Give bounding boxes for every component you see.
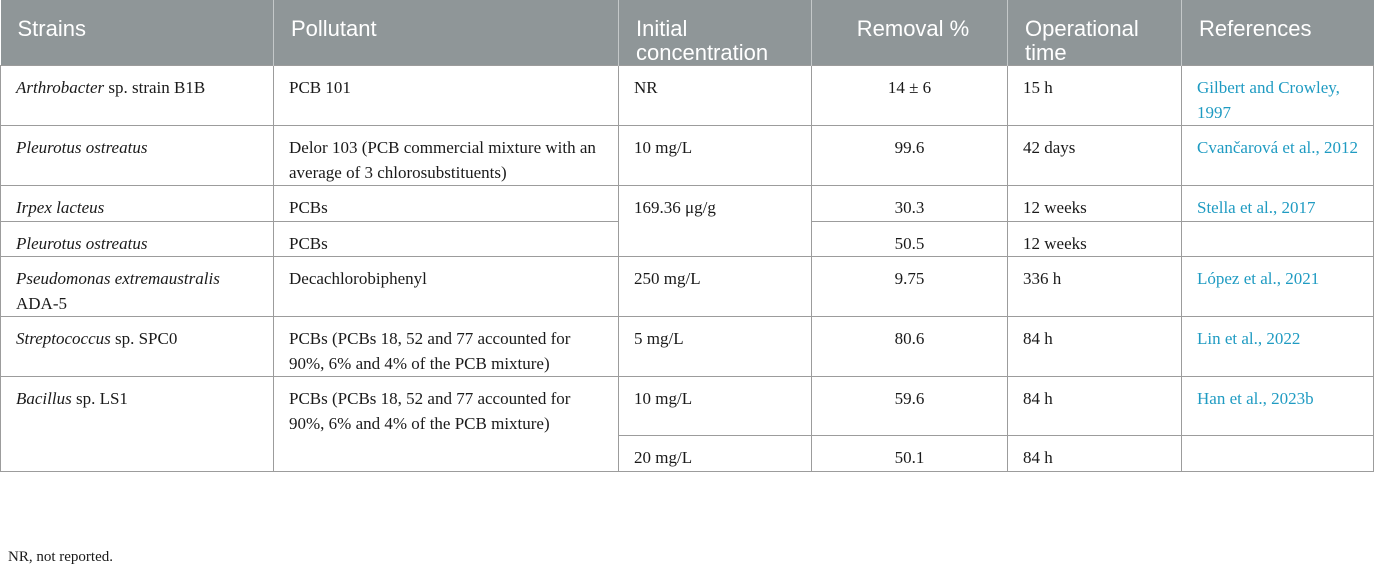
removal-cell: 99.6 (812, 126, 1008, 186)
strain-suffix: sp. strain B1B (104, 78, 206, 97)
removal-cell: 14 ± 6 (812, 66, 1008, 126)
reference-link[interactable]: Han et al., 2023b (1182, 377, 1374, 436)
concentration-cell: 250 mg/L (619, 257, 812, 317)
time-cell: 84 h (1008, 377, 1182, 436)
strain-cell (1, 317, 274, 377)
removal-cell: 9.75 (812, 257, 1008, 317)
table-row (1, 257, 1374, 317)
table-header-row (1, 0, 1374, 66)
strain-suffix: ADA-5 (16, 294, 67, 313)
header-references: References (1182, 0, 1374, 66)
header-strains: Strains (1, 0, 274, 66)
concentration-cell: 20 mg/L (619, 436, 812, 472)
concentration-cell: 5 mg/L (619, 317, 812, 377)
strain-genus: Streptococcus (16, 329, 111, 348)
strain-cell: Irpex lacteus (1, 186, 274, 222)
strain-cell: Pleurotus ostreatus (1, 126, 274, 186)
header-removal: Removal % (812, 0, 1008, 66)
header-initial-concentration: Initial concentration (619, 0, 812, 66)
reference-link[interactable]: López et al., 2021 (1182, 257, 1374, 317)
time-cell: 42 days (1008, 126, 1182, 186)
table-footnote: NR, not reported. (8, 549, 113, 565)
time-cell: 84 h (1008, 317, 1182, 377)
strain-suffix: sp. SPC0 (110, 329, 178, 348)
strain-genus: Arthrobacter (16, 78, 105, 97)
reference-link[interactable]: Stella et al., 2017 (1182, 186, 1374, 222)
pollutant-cell: PCBs (274, 186, 619, 222)
table-row (1, 66, 1374, 126)
header-pollutant: Pollutant (274, 0, 619, 66)
header-operational-time: Operational time (1008, 0, 1182, 66)
strain-suffix: sp. LS1 (71, 389, 128, 408)
removal-cell: 30.3 (812, 186, 1008, 222)
strain-cell (1, 257, 274, 317)
removal-cell: 59.6 (812, 377, 1008, 436)
time-cell: 15 h (1008, 66, 1182, 126)
concentration-cell: 10 mg/L (619, 126, 812, 186)
time-cell: 336 h (1008, 257, 1182, 317)
removal-cell: 50.1 (812, 436, 1008, 472)
table-row (1, 126, 1374, 186)
pollutant-cell: PCBs (PCBs 18, 52 and 77 accounted for 90%, 6% and 4% of the PCB mixture) (274, 377, 619, 472)
pollutant-cell: Delor 103 (PCB commercial mixture with an average of 3 chlorosubstituents) (274, 126, 619, 186)
strain-species: Pseudomonas extremaustralis (16, 269, 220, 288)
time-cell: 12 weeks (1008, 222, 1182, 257)
reference-cell-empty (1182, 222, 1374, 257)
removal-cell: 50.5 (812, 222, 1008, 257)
table-row (1, 186, 1374, 222)
strain-cell (1, 66, 274, 126)
pollutant-cell: Decachlorobiphenyl (274, 257, 619, 317)
pollutant-cell: PCBs (274, 222, 619, 257)
table-row (1, 317, 1374, 377)
strain-cell (1, 377, 274, 472)
strain-genus: Bacillus (16, 389, 72, 408)
pollutant-cell: PCBs (PCBs 18, 52 and 77 accounted for 90%, 6% and 4% of the PCB mixture) (274, 317, 619, 377)
concentration-cell: 10 mg/L (619, 377, 812, 436)
time-cell: 84 h (1008, 436, 1182, 472)
removal-cell: 80.6 (812, 317, 1008, 377)
strain-cell: Pleurotus ostreatus (1, 222, 274, 257)
time-cell: 12 weeks (1008, 186, 1182, 222)
reference-link[interactable]: Gilbert and Crowley, 1997 (1182, 66, 1374, 126)
concentration-cell: 169.36 μg/g (619, 186, 812, 257)
concentration-cell: NR (619, 66, 812, 126)
pollutant-cell: PCB 101 (274, 66, 619, 126)
reference-link[interactable]: Cvančarová et al., 2012 (1182, 126, 1374, 186)
reference-link[interactable]: Lin et al., 2022 (1182, 317, 1374, 377)
table-row (1, 377, 1374, 436)
reference-cell-empty (1182, 436, 1374, 472)
